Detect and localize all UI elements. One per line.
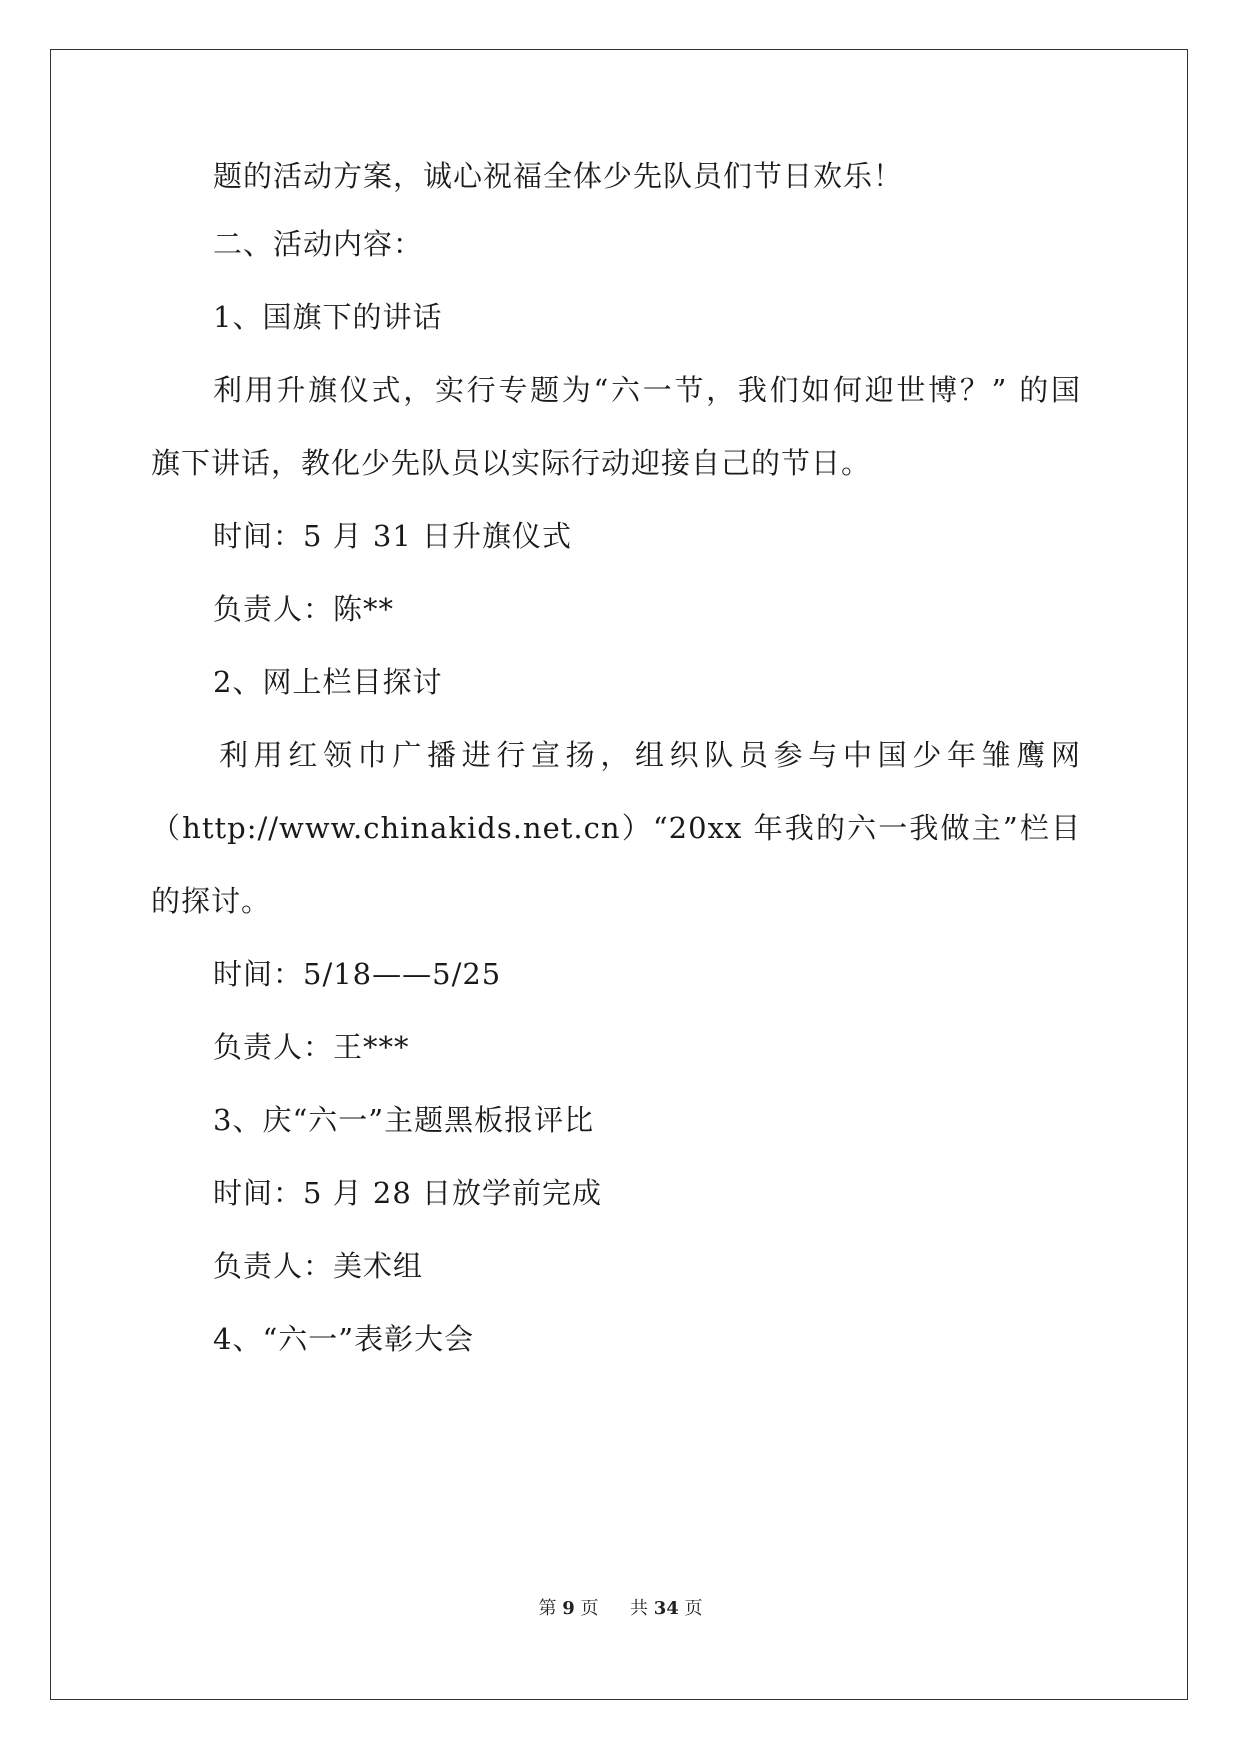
footer-total-suffix: 页 xyxy=(684,1598,703,1619)
paragraph-line: 题的活动方案，诚心祝福全体少先队员们节日欢乐！ xyxy=(213,159,904,193)
paragraph-line: 利用红领巾广播进行宣扬，组织队员参与中国少年雏鹰网 xyxy=(219,738,1081,772)
owner-line: 负责人：美术组 xyxy=(213,1249,424,1283)
footer-page-suffix: 页 xyxy=(580,1598,599,1619)
page-footer xyxy=(0,1597,1241,1621)
paragraph-line: （http://www.chinakids.net.cn）“20xx 年我的六一我做主”栏目 xyxy=(151,811,1081,845)
time-line: 时间：5 月 31 日升旗仪式 xyxy=(213,519,573,553)
paragraph-line: 利用升旗仪式，实行专题为“六一节，我们如何迎世博？” 的国 xyxy=(213,373,1081,407)
footer-page-number: 9 xyxy=(562,1598,575,1619)
time-line: 时间：5/18——5/25 xyxy=(213,957,502,991)
paragraph-line: 旗下讲话，教化少先队员以实际行动迎接自己的节日。 xyxy=(151,446,872,480)
footer-total-prefix: 共 xyxy=(629,1598,648,1619)
paragraph-line: 的探讨。 xyxy=(151,884,272,918)
owner-line: 负责人：王*** xyxy=(213,1030,410,1064)
owner-line: 负责人：陈** xyxy=(213,592,395,626)
footer-prefix: 第 xyxy=(538,1598,557,1619)
time-line: 时间：5 月 28 日放学前完成 xyxy=(213,1176,603,1210)
item-heading: 3、庆“六一”主题黑板报评比 xyxy=(213,1103,595,1137)
item-heading: 2、网上栏目探讨 xyxy=(213,665,443,699)
item-heading: 1、国旗下的讲话 xyxy=(213,300,443,334)
section-heading: 二、活动内容： xyxy=(213,227,424,261)
footer-total-pages: 34 xyxy=(653,1598,679,1619)
item-heading: 4、“六一”表彰大会 xyxy=(213,1322,475,1356)
